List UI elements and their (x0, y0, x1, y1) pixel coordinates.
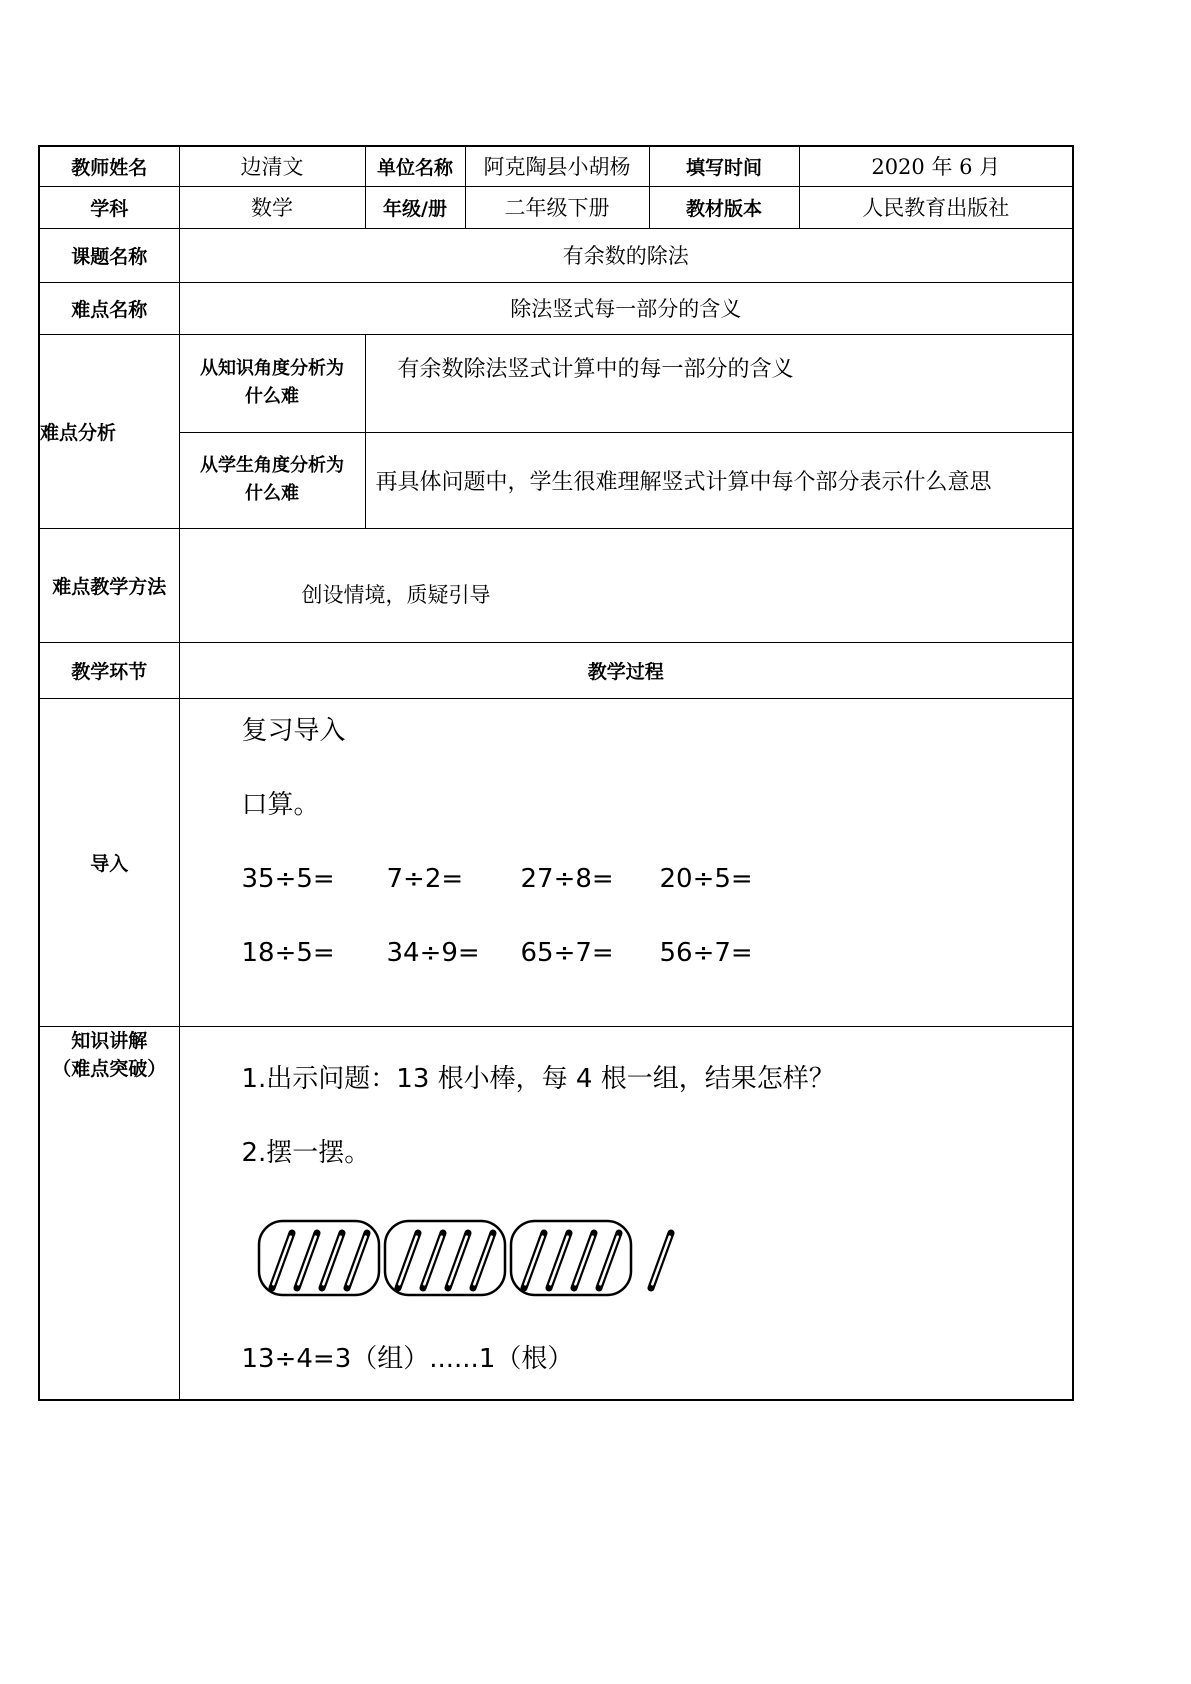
grade-value: 二年级下册 (465, 186, 649, 228)
explanation-step-1: 1.出示问题：13 根小棒，每 4 根一组，结果怎样？ (241, 1063, 835, 1094)
exercise-item: 56÷7= (659, 937, 753, 968)
stick (347, 1233, 367, 1288)
difficulty-value: 除法竖式每一部分的含义 (179, 282, 1073, 334)
knowledge-analysis-label-line: 什么难 (245, 386, 299, 407)
stick (272, 1233, 292, 1288)
stick (599, 1233, 619, 1288)
method-row (39, 528, 1073, 642)
stick (574, 1233, 594, 1288)
info-row-subject (39, 186, 1073, 228)
difficulty-label: 难点名称 (39, 282, 179, 334)
student-analysis-label (179, 432, 365, 528)
exercise-item: 34÷9= (386, 937, 480, 968)
unit-value: 阿克陶县小胡杨 (465, 146, 649, 186)
subject-value: 数学 (179, 186, 365, 228)
topic-label: 课题名称 (39, 228, 179, 282)
stage-header-label: 教学环节 (39, 642, 179, 698)
unit-label: 单位名称 (365, 146, 465, 186)
date-value: 2020 年 6 月 (799, 146, 1073, 186)
method-label: 难点教学方法 (39, 528, 179, 642)
analysis-row-knowledge (39, 334, 1073, 432)
edition-value: 人民教育出版社 (799, 186, 1073, 228)
lesson-plan-table (38, 145, 1074, 1401)
grade-label: 年级/册 (365, 186, 465, 228)
exercise-item: 20÷5= (659, 863, 753, 894)
student-analysis-value: 再具体问题中，学生很难理解竖式计算中每个部分表示什么意思 (365, 432, 1073, 528)
topic-value: 有余数的除法 (179, 228, 1073, 282)
intro-content-body (242, 694, 1073, 990)
stick (423, 1233, 443, 1288)
stick-group (385, 1221, 505, 1295)
analysis-row-student (39, 432, 1073, 528)
exercise-row-2 (242, 916, 1073, 990)
info-row-teacher (39, 146, 1073, 186)
stick-group (511, 1221, 631, 1295)
date-label: 填写时间 (649, 146, 799, 186)
explanation-stage-label (39, 1026, 179, 1400)
process-header-label: 教学过程 (179, 642, 1073, 698)
stick (448, 1233, 468, 1288)
intro-content (179, 698, 1073, 1026)
stick (398, 1233, 418, 1288)
exercise-item: 18÷5= (241, 937, 335, 968)
explanation-stage-line: （难点突破） (52, 1057, 167, 1080)
explanation-stage-line: 知识讲解 (71, 1029, 148, 1052)
stick-group (259, 1221, 379, 1295)
topic-row (39, 228, 1073, 282)
intro-subtitle: 口算。 (241, 789, 320, 820)
exercise-item: 7÷2= (386, 863, 464, 894)
grouped-sticks-illustration (252, 1217, 692, 1301)
remainder-sticks (651, 1233, 671, 1288)
teacher-name-label: 教师姓名 (39, 146, 179, 186)
knowledge-analysis-label (179, 334, 365, 432)
teacher-name-value: 边清文 (179, 146, 365, 186)
division-result: 13÷4=3（组）......1（根） (241, 1343, 574, 1374)
student-analysis-label-line: 从学生角度分析为 (200, 455, 344, 476)
subject-label: 学科 (39, 186, 179, 228)
exercise-row-1 (242, 842, 1073, 916)
intro-row (39, 698, 1073, 1026)
explanation-row (39, 1026, 1073, 1400)
analysis-label: 难点分析 (39, 334, 179, 528)
explanation-content (179, 1026, 1073, 1400)
difficulty-row (39, 282, 1073, 334)
stick (549, 1233, 569, 1288)
knowledge-analysis-label-line: 从知识角度分析为 (200, 358, 344, 379)
exercise-item: 65÷7= (520, 937, 614, 968)
stick (322, 1233, 342, 1288)
intro-stage-label: 导入 (39, 698, 179, 1026)
exercise-item: 35÷5= (241, 863, 335, 894)
stick (524, 1233, 544, 1288)
process-header-row (39, 642, 1073, 698)
edition-label: 教材版本 (649, 186, 799, 228)
intro-title: 复习导入 (241, 715, 346, 746)
stick (651, 1233, 671, 1288)
method-value: 创设情境，质疑引导 (179, 528, 1073, 642)
stick (473, 1233, 493, 1288)
knowledge-analysis-value: 有余数除法竖式计算中的每一部分的含义 (365, 334, 1073, 432)
exercise-item: 27÷8= (520, 863, 614, 894)
explanation-step-2: 2.摆一摆。 (241, 1137, 371, 1168)
explanation-content-body (242, 1027, 1073, 1396)
stick (297, 1233, 317, 1288)
student-analysis-label-line: 什么难 (245, 483, 299, 504)
